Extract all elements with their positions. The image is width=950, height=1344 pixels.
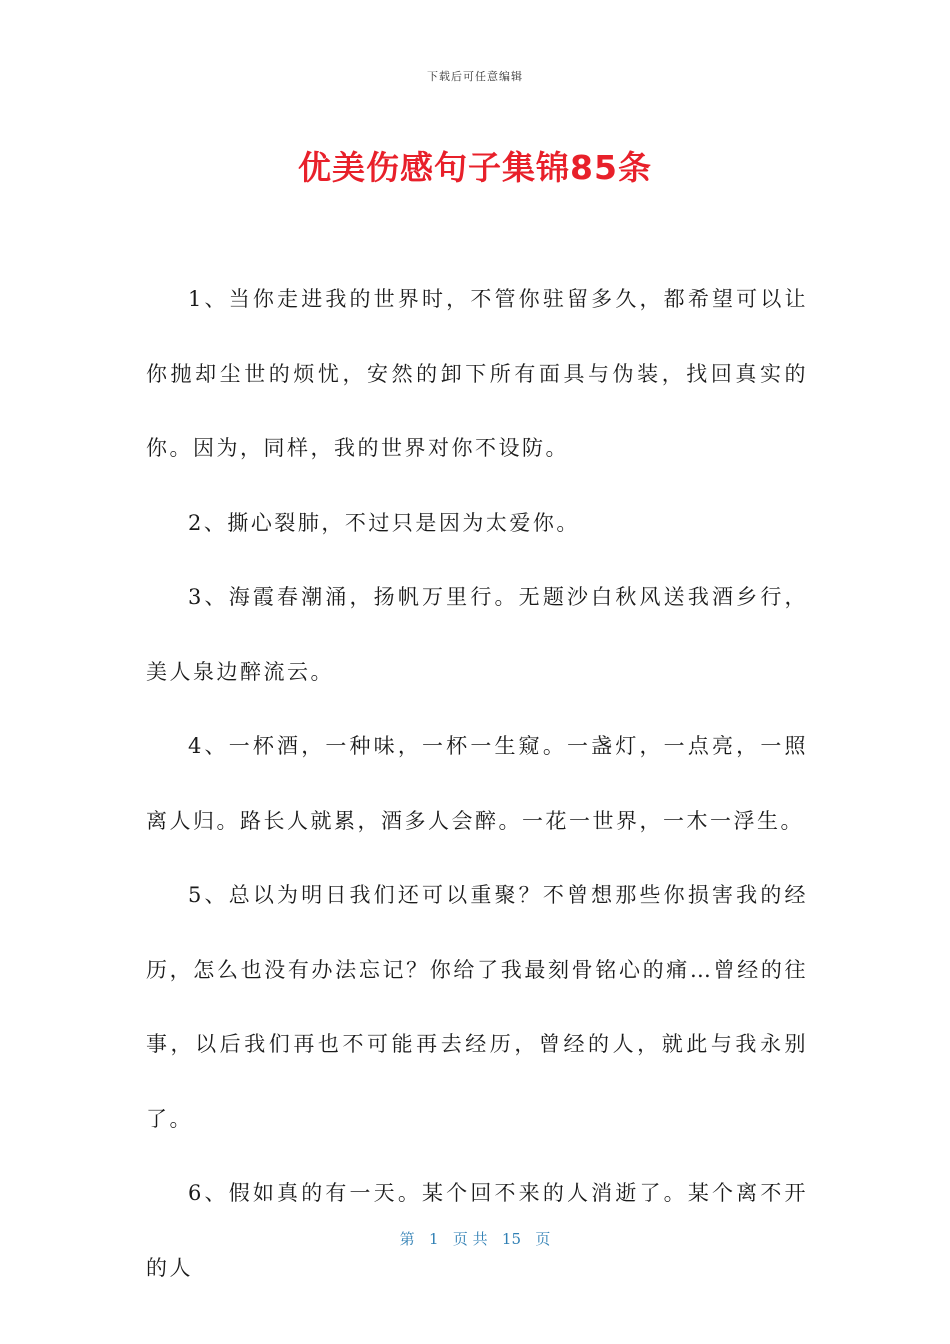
paragraph-3: 3、海霞春潮涌，扬帆万里行。无题沙白秋风送我酒乡行，美人泉边醉流云。: [146, 585, 808, 684]
paragraph-1: 1、当你走进我的世界时，不管你驻留多久，都希望可以让你抛却尘世的烦忧，安然的卸下所有面具与伪装，找回真实的你。因为，同样，我的世界对你不设防。: [146, 287, 808, 460]
footer-suffix: 页: [535, 1230, 551, 1248]
paragraph-2: 2、撕心裂肺，不过只是因为太爱你。: [188, 510, 580, 535]
header-note: 下载后可任意编辑: [427, 70, 523, 83]
footer-current-page: 1: [428, 1230, 439, 1248]
footer-middle: 页 共: [452, 1230, 488, 1248]
footer-total-pages: 15: [501, 1230, 522, 1248]
paragraph-6: 6、假如真的有一天。某个回不来的人消逝了。某个离不开的人: [146, 1181, 808, 1280]
paragraph-5: 5、总以为明日我们还可以重聚？不曾想那些你损害我的经历，怎么也没有办法忘记？你给了我最刻骨铭心的痛…曾经的往事，以后我们再也不可能再去经历，曾经的人，就此与我永别了。: [146, 883, 808, 1131]
footer-prefix: 第: [399, 1230, 415, 1248]
page-footer: [0, 1228, 950, 1249]
paragraph-4: 4、一杯酒，一种味，一杯一生窥。一盏灯，一点亮，一照离人归。路长人就累，酒多人会醉。一花一世界，一木一浮生。: [146, 734, 808, 833]
document-body: [146, 262, 808, 1305]
document-title: 优美伤感句子集锦85条: [298, 148, 652, 187]
